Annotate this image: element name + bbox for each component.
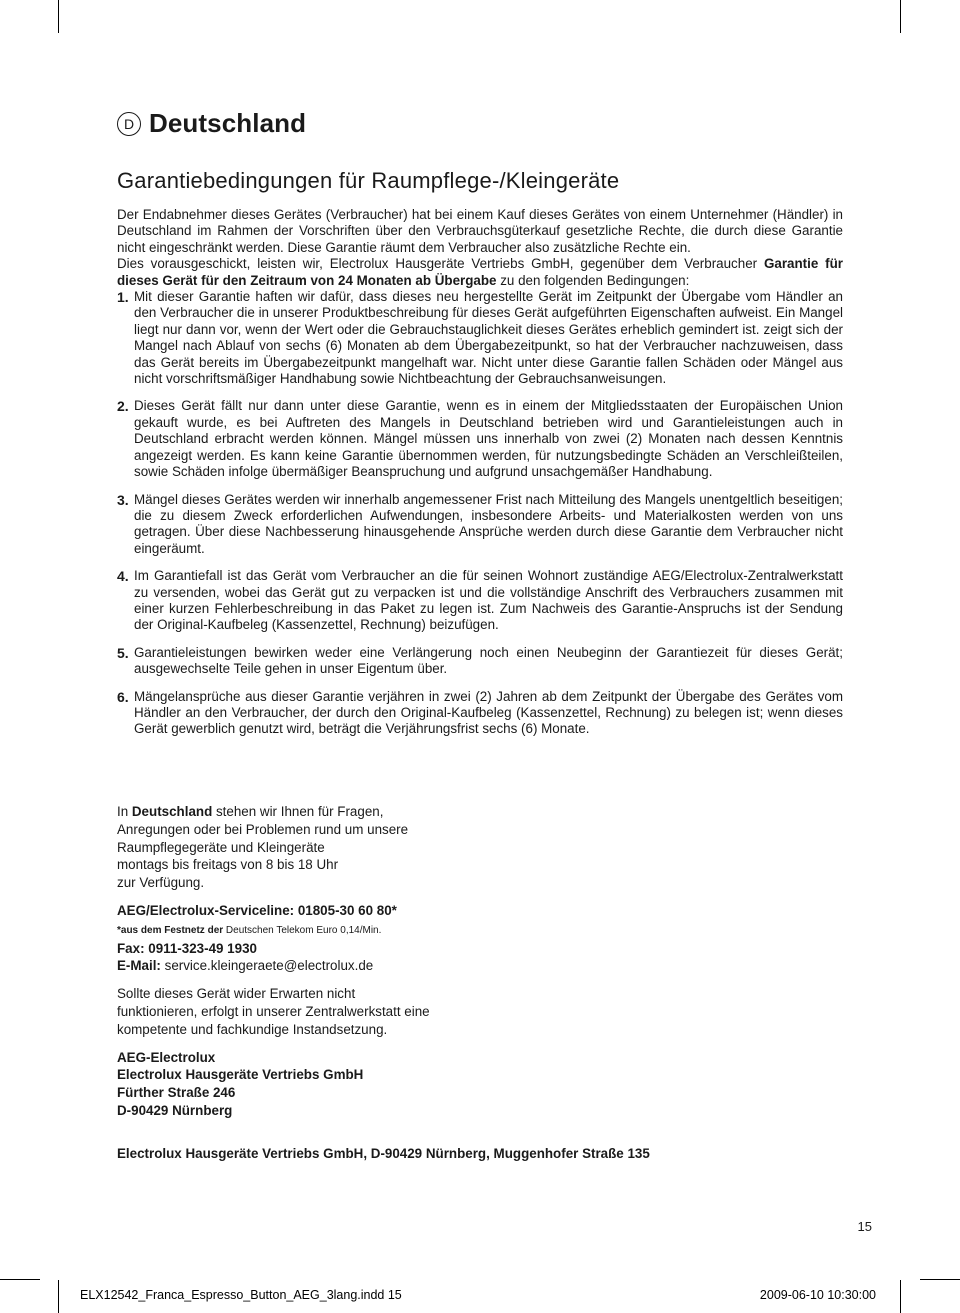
condition-item <box>117 289 843 387</box>
crop-mark <box>900 0 901 33</box>
item-text: Mängelansprüche aus dieser Garantie verjähren in zwei (2) Jahren ab dem Zeitpunkt der Übergabe des Gerätes vom Händler an den Verbraucher, der durch den Original-Kaufbeleg (Kassenzettel, Rechnung) zu belegen ist; wenn dieses Gerät gewerblich genutzt wird, beträgt die Verjährungsfrist sechs (6) Monate. <box>134 688 843 737</box>
page-number: 15 <box>857 1219 872 1234</box>
intro-paragraph-2: Dies vorausgeschickt, leisten wir, Electrolux Hausgeräte Vertriebs GmbH, gegenüber dem Verbraucher Garantie für dieses Gerät für den Zeitraum von 24 Monaten ab Übergabe zu den folgenden Bedingungen: <box>117 256 843 288</box>
repair-note: Sollte dieses Gerät wider Erwarten nicht <box>117 986 356 1002</box>
condition-item <box>117 492 843 558</box>
warranty-body <box>117 207 843 749</box>
item-number: 2. <box>117 398 129 415</box>
item-text: Mängel dieses Gerätes werden wir innerhalb angemessener Frist nach Mitteilung des Mangels unentgeltlich beseitigen; die zu diesem Zweck erforderlichen Aufwendungen, insbesondere Arbeits- und Materialkosten werden von uns getragen. Über diese Nachbesserung hinausgehende Ansprüche werden durch diese Garantie dem Verbraucher nicht eingeräumt. <box>134 491 843 556</box>
item-text: Dieses Gerät fällt nur dann unter diese Garantie, wenn es in einem der Mitgliedsstaaten der Europäischen Union gekauft wurde, es bei Auftreten des Mangels in Deutschland betrieben wird und Garantieleistungen auch in Deutschland erbracht werden können. Mängel müssen uns innerhalb von zwei (2) Monaten nach dessen Kenntnis angezeigt werden. Es kann keine Garantie übernommen werden, für nutzungsbedingte Schäden an Verschleißteilen, sowie Schäden infolge übermäßiger Beanspruchung und aufgrund unsachgemäßer Handhabung. <box>134 398 843 480</box>
condition-item <box>117 398 843 480</box>
print-slug-filename: ELX12542_Franca_Espresso_Button_AEG_3lang.indd 15 <box>80 1288 402 1302</box>
email-line: E-Mail: service.kleingeraete@electrolux.de <box>117 958 374 974</box>
item-text: Im Garantiefall ist das Gerät vom Verbraucher an die für seinen Wohnort zuständige AEG/Electrolux-Zentralwerkstatt zu versenden, wobei das Gerät gut zu verpacken ist und die vollständige Anschrift des Verbrauchers zusammen mit einer kurzen Fehlerbeschreibung in das Paket zu legen ist. Zum Nachweis des Garantie-Anspruchs ist der Sendung der Original-Kaufbeleg (Kassenzettel, Rechnung) beizufügen. <box>134 568 843 633</box>
contact-line: Anregungen oder bei Problemen rund um unsere <box>117 821 409 837</box>
service-hotline: AEG/Electrolux-Serviceline: 01805-30 60 80* <box>117 902 397 918</box>
crop-mark <box>920 1279 960 1280</box>
intro-paragraph: Der Endabnehmer dieses Gerätes (Verbraucher) hat bei einem Kauf dieses Gerätes von einem Unternehmer (Händler) in Deutschland im Rahmen der Vorschriften über den Verbrauchsgüterkauf gesetzliche Rechte, die durch diese Garantie nicht eingeschränkt werden. Diese Garantie räumt dem Verbraucher also zusätzliche Rechte ein. <box>117 207 843 255</box>
hotline-footnote: *aus dem Festnetz der Deutschen Telekom Euro 0,14/Min. <box>117 924 382 936</box>
contact-block <box>117 803 617 1120</box>
item-number: 1. <box>117 289 129 306</box>
address-line: AEG-Electrolux <box>117 1049 216 1065</box>
item-number: 6. <box>117 688 129 705</box>
item-text: Garantieleistungen bewirken weder eine Verlängerung noch einen Neubeginn der Garantiezeit für dieses Gerät; ausgewechselte Teile gehen in unser Eigentum über. <box>134 644 843 677</box>
item-number: 4. <box>117 568 129 585</box>
contact-line: Raumpflegegeräte und Kleingeräte <box>117 839 325 855</box>
page-title: Garantiebedingungen für Raumpflege-/Kleingeräte <box>117 168 620 193</box>
item-text: Mit dieser Garantie haften wir dafür, dass dieses neu hergestellte Gerät im Zeitpunkt der Übergabe vom Händler an den Verbraucher die in unserer Produktbeschreibung für dieses Gerät aufgeführten Eigenschaften aufweist. Ein Mangel liegt nur dann vor, wenn der Wert oder die Gebrauchstauglichkeit dieses Gerätes erheblich gemindert ist. zeigt sich der Mangel nach Ablauf von sechs (6) Monaten ab dem Übergabezeitpunkt, so hat der Verbraucher nachzuweisen, dass das Gerät bereits im Übergabezeitpunkt mangelhaft war. Nicht unter diese Garantie fallen Schäden oder Mängel aus nicht vorschriftsmäßiger Handhabung sowie Nichtbeachtung der Gebrauchsanweisungen. <box>134 289 843 387</box>
email-link[interactable]: service.kleingeraete@electrolux.de <box>164 958 374 974</box>
repair-note: kompetente und fachkundige Instandsetzung. <box>117 1021 388 1037</box>
fax-number: Fax: 0911-323-49 1930 <box>117 940 257 956</box>
contact-line: In Deutschland stehen wir Ihnen für Fragen, <box>117 804 384 819</box>
item-number: 5. <box>117 644 129 661</box>
crop-mark <box>900 1280 901 1313</box>
company-address-footer: Electrolux Hausgeräte Vertriebs GmbH, D-90429 Nürnberg, Muggenhofer Straße 135 <box>117 1146 650 1161</box>
contact-line: zur Verfügung. <box>117 875 205 891</box>
address-line: Fürther Straße 246 <box>117 1085 236 1101</box>
crop-mark <box>0 1279 40 1280</box>
condition-item <box>117 689 843 738</box>
address-line: D-90429 Nürnberg <box>117 1102 233 1118</box>
country-code-badge: D <box>117 112 141 136</box>
crop-mark <box>58 1280 59 1313</box>
print-slug-timestamp: 2009-06-10 10:30:00 <box>759 1288 876 1302</box>
country-name: Deutschland <box>149 108 307 138</box>
item-number: 3. <box>117 491 129 508</box>
condition-item <box>117 645 843 678</box>
crop-mark <box>58 0 59 33</box>
repair-note: funktionieren, erfolgt in unserer Zentralwerkstatt eine <box>117 1003 430 1019</box>
country-header <box>117 108 306 139</box>
address-line: Electrolux Hausgeräte Vertriebs GmbH <box>117 1067 364 1083</box>
condition-item <box>117 568 843 634</box>
contact-line: montags bis freitags von 8 bis 18 Uhr <box>117 857 339 873</box>
